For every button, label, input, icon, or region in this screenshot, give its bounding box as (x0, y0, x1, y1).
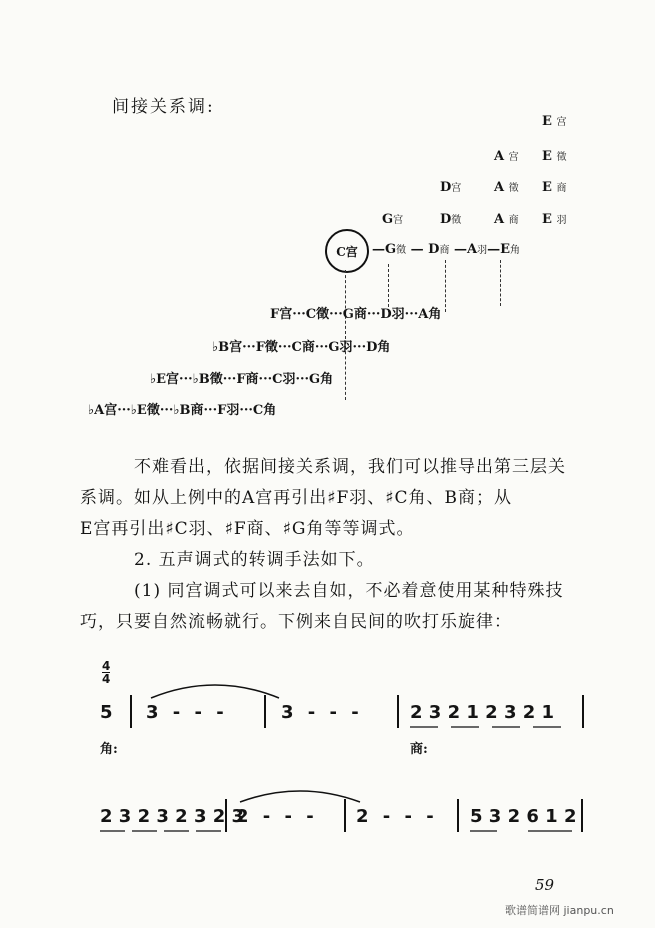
diagram-node: D徵 (440, 212, 462, 227)
tie-arc (151, 685, 279, 698)
mode-label: 商: (410, 742, 428, 757)
diagram-node: E 羽 (542, 212, 567, 227)
diagram-node: A 商 (494, 212, 519, 227)
measure: 2 3 2 3 2 3 2 3 (100, 806, 245, 827)
page-number: 59 (535, 876, 555, 894)
diagram-node: D宫 (440, 180, 462, 195)
measure: 3 - - - (281, 702, 363, 723)
measure: 5 3 2 6 1 2 (470, 806, 577, 827)
mode-label: 角: (100, 742, 118, 757)
diagram-node: E 宫 (542, 114, 567, 129)
paragraph-line: 巧，只要自然流畅就行。下例来自民间的吹打乐旋律： (80, 612, 512, 632)
center-key-circle: C宫 (325, 229, 369, 273)
paragraph-line: 系调。如从上例中的A宫再引出♯F羽、♯C角、B商；从 (80, 488, 513, 508)
pickup-note: 5 (100, 702, 113, 723)
diagram-row-lower: ♭E宫···♭B徵···F商···C羽···G角 (150, 372, 334, 387)
section-heading: 间接关系调: (112, 97, 215, 117)
watermark: 歌谱简谱网 jianpu.cn (505, 904, 614, 917)
diagram-node: E 徵 (542, 149, 567, 164)
diagram-row-main: —G徵 — D商 —A羽—E角 (372, 242, 520, 257)
measure: 2 - - - (236, 806, 318, 827)
measure: 2 - - - (356, 806, 438, 827)
measure: 3 - - - (146, 702, 228, 723)
diagram-row-lower: ♭A宫···♭E徵···♭B商···F羽···C角 (88, 403, 277, 418)
tie-arc (240, 791, 360, 802)
item-heading: 2. 五声调式的转调手法如下。 (134, 550, 375, 570)
paragraph-line: E宫再引出♯C羽、♯F商、♯G角等等调式。 (80, 519, 415, 539)
paragraph-line: 不难看出，依据间接关系调，我们可以推导出第三层关 (134, 457, 566, 477)
diagram-row-lower: F宫···C徵···G商···D羽···A角 (270, 307, 442, 322)
paragraph-line: (1) 同宫调式可以来去自如，不必着意使用某种特殊技 (134, 581, 564, 601)
diagram-node: G宫 (382, 212, 404, 227)
time-signature: 4 4 (102, 659, 111, 686)
diagram-node: A 宫 (494, 149, 519, 164)
diagram-node: A 徵 (494, 180, 519, 195)
diagram-node: E 商 (542, 180, 567, 195)
measure: 2 3 2 1 2 3 2 1 (410, 702, 555, 723)
diagram-row-lower: ♭B宫···F徵···C商···G羽···D角 (212, 340, 391, 355)
